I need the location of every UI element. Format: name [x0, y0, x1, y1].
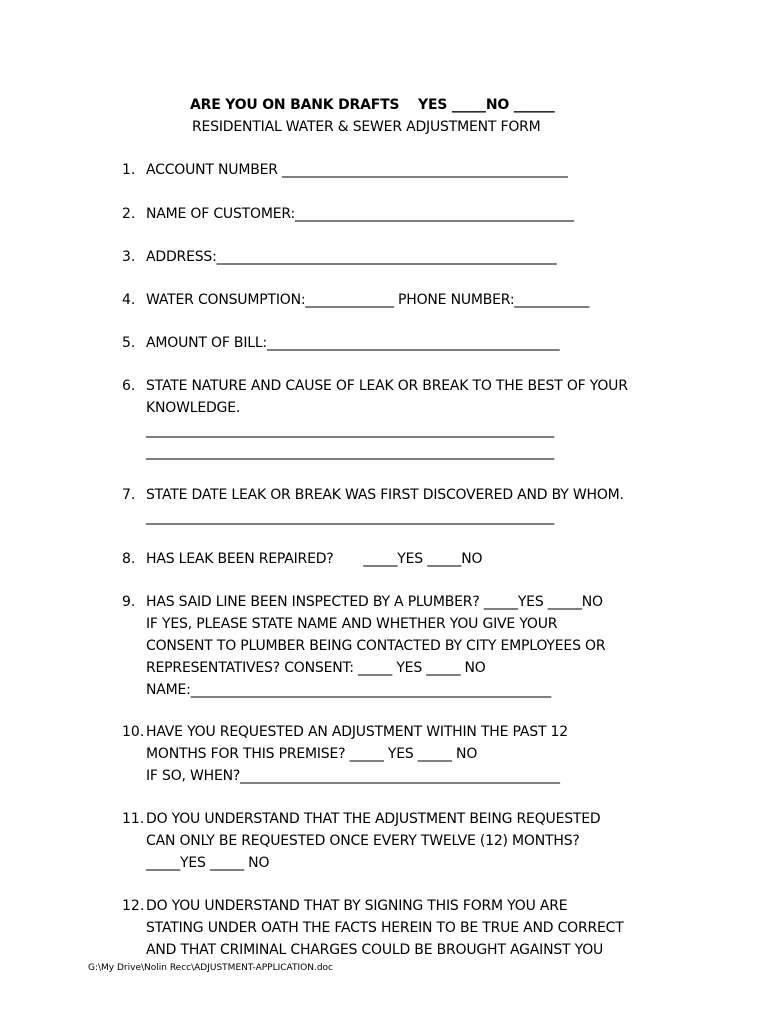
item-number: 5.	[122, 335, 136, 351]
plumber-question: HAS SAID LINE BEEN INSPECTED BY A PLUMBER? _____YES _____NO	[146, 594, 603, 610]
leak-cause-question-cont: KNOWLEDGE.	[146, 400, 241, 416]
plumber-consent: REPRESENTATIVES? CONSENT: _____ YES _____ NO	[146, 660, 486, 676]
item-number: 1.	[122, 162, 136, 178]
frequency-question: DO YOU UNDERSTAND THAT THE ADJUSTMENT BEING REQUESTED	[146, 811, 601, 827]
item-number: 12.	[122, 898, 145, 914]
file-path-footer: G:\My Drive\Nolin Recc\ADJUSTMENT-APPLICATION.doc	[88, 963, 333, 973]
item-number: 8.	[122, 551, 136, 567]
plumber-name-field: NAME:_____________________________________________________	[146, 682, 552, 698]
leak-cause-blank: ____________________________________________________________	[146, 422, 555, 438]
item-number: 11.	[122, 811, 145, 827]
item-number: 4.	[122, 292, 136, 308]
item-number: 6.	[122, 378, 136, 394]
frequency-answer: _____YES _____ NO	[146, 855, 270, 871]
consumption-phone-field: WATER CONSUMPTION:_____________ PHONE NUMBER:___________	[146, 292, 590, 308]
customer-name-field: NAME OF CUSTOMER:_________________________________________	[146, 206, 574, 222]
plumber-question-cont: IF YES, PLEASE STATE NAME AND WHETHER YOU GIVE YOUR	[146, 616, 558, 632]
prior-adjustment-when-field: IF SO, WHEN?_______________________________________________	[146, 768, 560, 784]
repaired-question: HAS LEAK BEEN REPAIRED? _____YES _____NO	[146, 551, 483, 567]
plumber-question-cont: CONSENT TO PLUMBER BEING CONTACTED BY CITY EMPLOYEES OR	[146, 638, 606, 654]
prior-adjustment-question: HAVE YOU REQUESTED AN ADJUSTMENT WITHIN THE PAST 12	[146, 724, 568, 740]
oath-statement: DO YOU UNDERSTAND THAT BY SIGNING THIS FORM YOU ARE	[146, 898, 568, 914]
bank-drafts-question: ARE YOU ON BANK DRAFTS YES _____NO ______	[190, 97, 555, 113]
item-number: 2.	[122, 206, 136, 222]
form-title: RESIDENTIAL WATER & SEWER ADJUSTMENT FORM	[192, 119, 541, 135]
leak-date-question: STATE DATE LEAK OR BREAK WAS FIRST DISCOVERED AND BY WHOM.	[146, 487, 624, 503]
item-number: 3.	[122, 249, 136, 265]
leak-cause-question: STATE NATURE AND CAUSE OF LEAK OR BREAK TO THE BEST OF YOUR	[146, 378, 628, 394]
leak-cause-blank: ____________________________________________________________	[146, 444, 555, 460]
frequency-question-cont: CAN ONLY BE REQUESTED ONCE EVERY TWELVE (12) MONTHS?	[146, 833, 580, 849]
leak-date-blank: ____________________________________________________________	[146, 509, 555, 525]
account-number-field: ACCOUNT NUMBER __________________________________________	[146, 162, 568, 178]
oath-statement-cont: AND THAT CRIMINAL CHARGES COULD BE BROUGHT AGAINST YOU	[146, 942, 604, 958]
item-number: 7.	[122, 487, 136, 503]
oath-statement-cont: STATING UNDER OATH THE FACTS HEREIN TO BE TRUE AND CORRECT	[146, 920, 624, 936]
address-field: ADDRESS:__________________________________________________	[146, 249, 557, 265]
prior-adjustment-question-cont: MONTHS FOR THIS PREMISE? _____ YES _____ NO	[146, 746, 478, 762]
item-number: 10.	[122, 724, 145, 740]
bill-amount-field: AMOUNT OF BILL:___________________________________________	[146, 335, 560, 351]
item-number: 9.	[122, 594, 136, 610]
